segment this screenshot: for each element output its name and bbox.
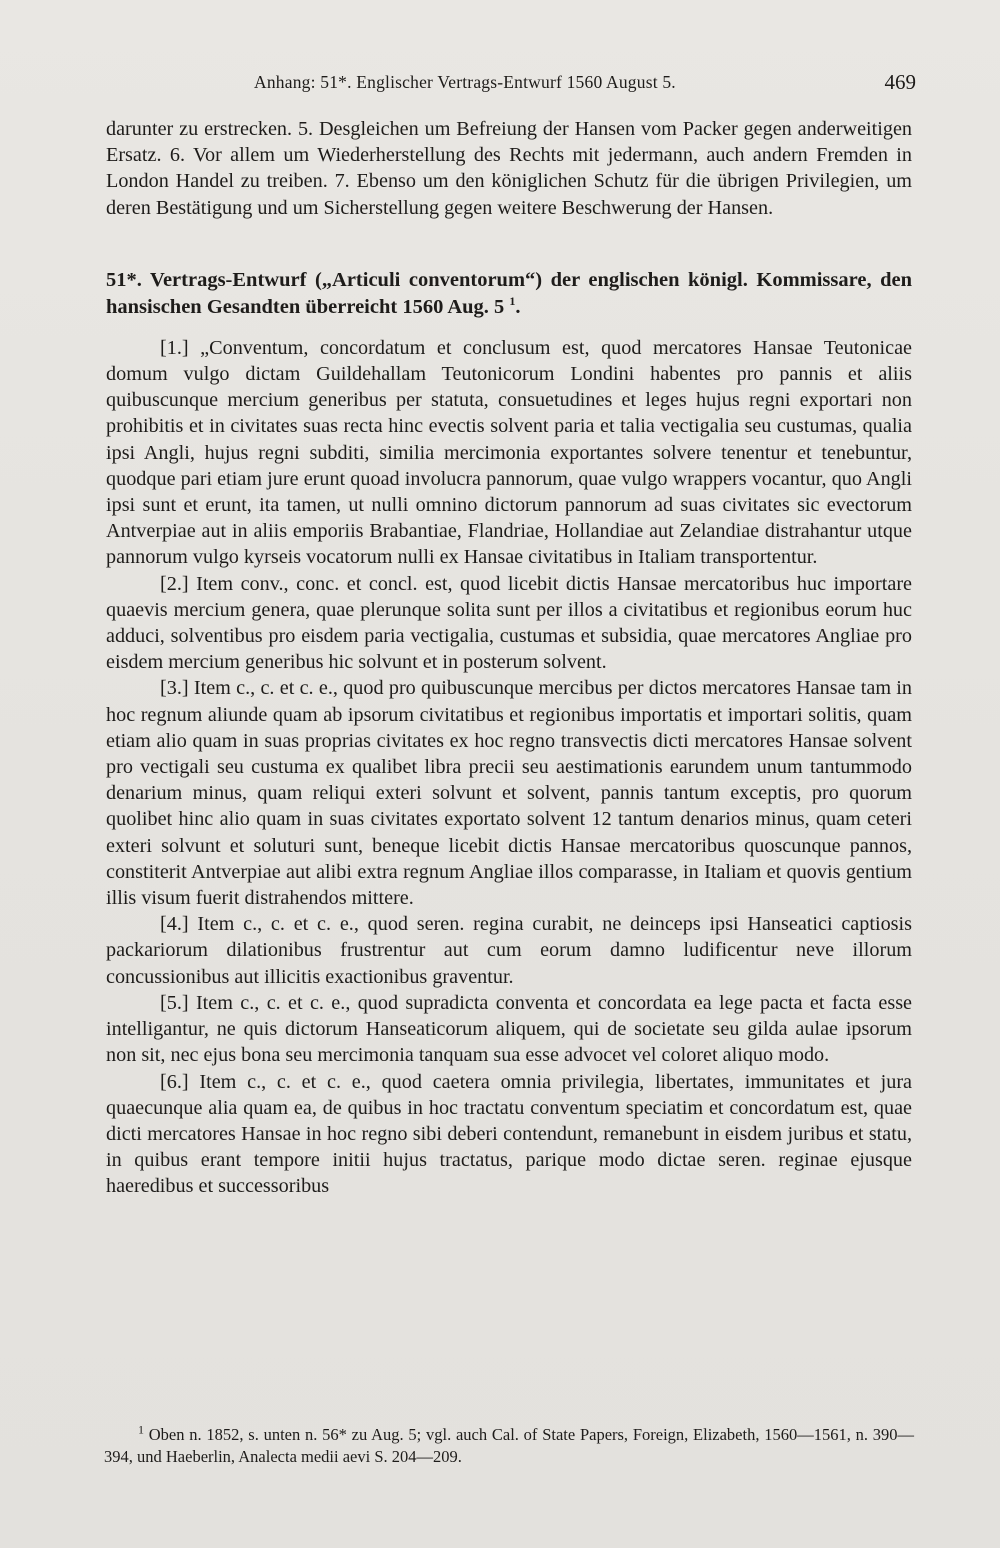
footnote-1 — [104, 1424, 914, 1468]
footnote-marker: 1 — [138, 1422, 144, 1437]
document-heading — [106, 267, 912, 321]
article-text: Item conv., conc. et concl. est, quod licebit dictis Hansae mercatoribus huc importare quaevis mercium genera, quae plerunque solita sunt per illos a civitatibus et regionibus eorum huc adduci, solventibus pro eisdem paria vectigalia, custumas et subsidia, quae mercatores Angliae pro eisdem mercium generibus hic solvunt et in posterum solvent. — [106, 572, 913, 674]
article-text: Item c., c. et c. e., quod pro quibuscunque mercibus per dictos mercatores Hansae tam in hoc regnum aliunde quam ab ipsorum civitatibus et regionibus importatis et importari solitis, quam etiam alio quam in suas proprias civitates ex hoc regno transvectis dicti mercatores Hansae solvent pro vectigali seu custuma ex qualibet libra precii seu aestimationis earundem unum tantummodo denarium minus, quam reliqui exteri solvunt et solvent, pannis tantum exceptis, pro quorum quolibet hinc alio quam in suas civitates exportato solvent 12 tantum denarios minus, quam ceteri exteri solvunt et soluturi sunt, beneque licebit dictis Hansae mercatoribus quoscunque pannos, constiterit Antverpiae aut alibi extra regnum Angliae illos comparasse, in Italiam et quovis gentium illis visum fuerit distrahendos mittere. — [106, 677, 913, 910]
heading-text: 51*. Vertrags-Entwurf („Articuli conventorum“) der englischen königl. Kommissare, den hansischen Gesandten überreicht 1560 Aug. 5 — [106, 268, 912, 318]
page-number: 469 — [884, 70, 916, 94]
heading-end: . — [515, 295, 521, 318]
article-number: [6.] — [160, 1070, 189, 1093]
article-number: [1.] — [160, 336, 189, 359]
article-number: [5.] — [160, 991, 189, 1014]
article-number: [2.] — [160, 572, 189, 595]
article-number: [4.] — [160, 913, 189, 936]
main-text — [106, 116, 912, 1200]
article-5 — [106, 990, 912, 1069]
footnotes — [104, 1424, 914, 1468]
article-text: „Conventum, concordatum et conclusum est, quod mercatores Hansae Teutonicae domum vulgo dictam Guildehallam Teutonicorum Londini habentes pro pannis et aliis quibuscunque mercium generibus per statuta, consuetudines et leges hujus regni exportari non prohibitis et in civitates suas recta hinc evectis solvent paria et talia vectigalia seu custumas, qualia ipsi Angli, hujus regni subditi, similia mercimonia exportantes solvere tenentur et tenebuntur, quodque pari etiam jure erunt quoad involucra pannorum, quae vulgo wrappers vocantur, quo Angli ipsi sunt et erunt, ita tamen, ut nulli omnino dictorum pannorum ad suas civitates sic evectorum Antverpiae aut in aliis emporiis Brabantiae, Flandriae, Hollandiae aut Zelandiae distrahantur utque pannorum vulgo kyrseis vocatorum nulli ex Hansae civitatibus in Italiam transportentur. — [106, 336, 913, 569]
article-2 — [106, 571, 912, 676]
article-text: Item c., c. et c. e., quod caetera omnia privilegia, libertates, immunitates et jura quaecunque alia quam ea, de quibus in hoc tractatu conventum speciatim et concordatum est, quae dicti mercatores Hansae in hoc regno sibi deberi contendunt, remanebunt in eisdem juribus et statu, in quibus erant tempore initii hujus tractatus, parique modo dictae seren. reginae ejusque haeredibus et successoribus — [106, 1070, 913, 1198]
article-number: [3.] — [160, 677, 189, 700]
article-text: Item c., c. et c. e., quod seren. regina curabit, ne deinceps ipsi Hanseatici captiosis packariorum dilationibus frustrentur aut cum eorum damno ludificentur neve illorum concussionibus aut illicitis exactionibus graventur. — [106, 913, 912, 988]
article-4 — [106, 911, 912, 990]
intro-paragraph: darunter zu erstrecken. 5. Desgleichen um Befreiung der Hansen vom Packer gegen anderweitigen Ersatz. 6. Vor allem um Wiederherstellung des Rechts mit jedermann, auch andern Fremden in London Handel zu treiben. 7. Ebenso um den königlichen Schutz für die übrigen Privilegien, um deren Bestätigung und um Sicherstellung gegen weitere Beschwerung der Hansen. — [106, 118, 912, 219]
article-3 — [106, 675, 912, 911]
running-head-title: Anhang: 51*. Englischer Vertrags-Entwurf 1560 August 5. — [254, 72, 676, 92]
article-6 — [106, 1069, 912, 1200]
running-head — [104, 72, 916, 102]
article-text: Item c., c. et c. e., quod supradicta conventa et concordata ea lege pacta et facta esse intelligantur, ne quis dictorum Hanseaticorum aliquem, qui de societate seu gilda aulae ipsorum non sit, nec ejus bona seu mercimonia tanquam sua esse advocet vel coloret aliquo modo. — [106, 991, 913, 1067]
footnote-text: Oben n. 1852, s. unten n. 56* zu Aug. 5; vgl. auch Cal. of State Papers, Foreign, Elizabeth, 1560—1561, n. 390—394, und Haeberlin, Analecta medii aevi S. 204—209. — [104, 1425, 915, 1466]
article-1 — [106, 335, 912, 571]
heading-footnote-marker: 1 — [509, 293, 516, 308]
